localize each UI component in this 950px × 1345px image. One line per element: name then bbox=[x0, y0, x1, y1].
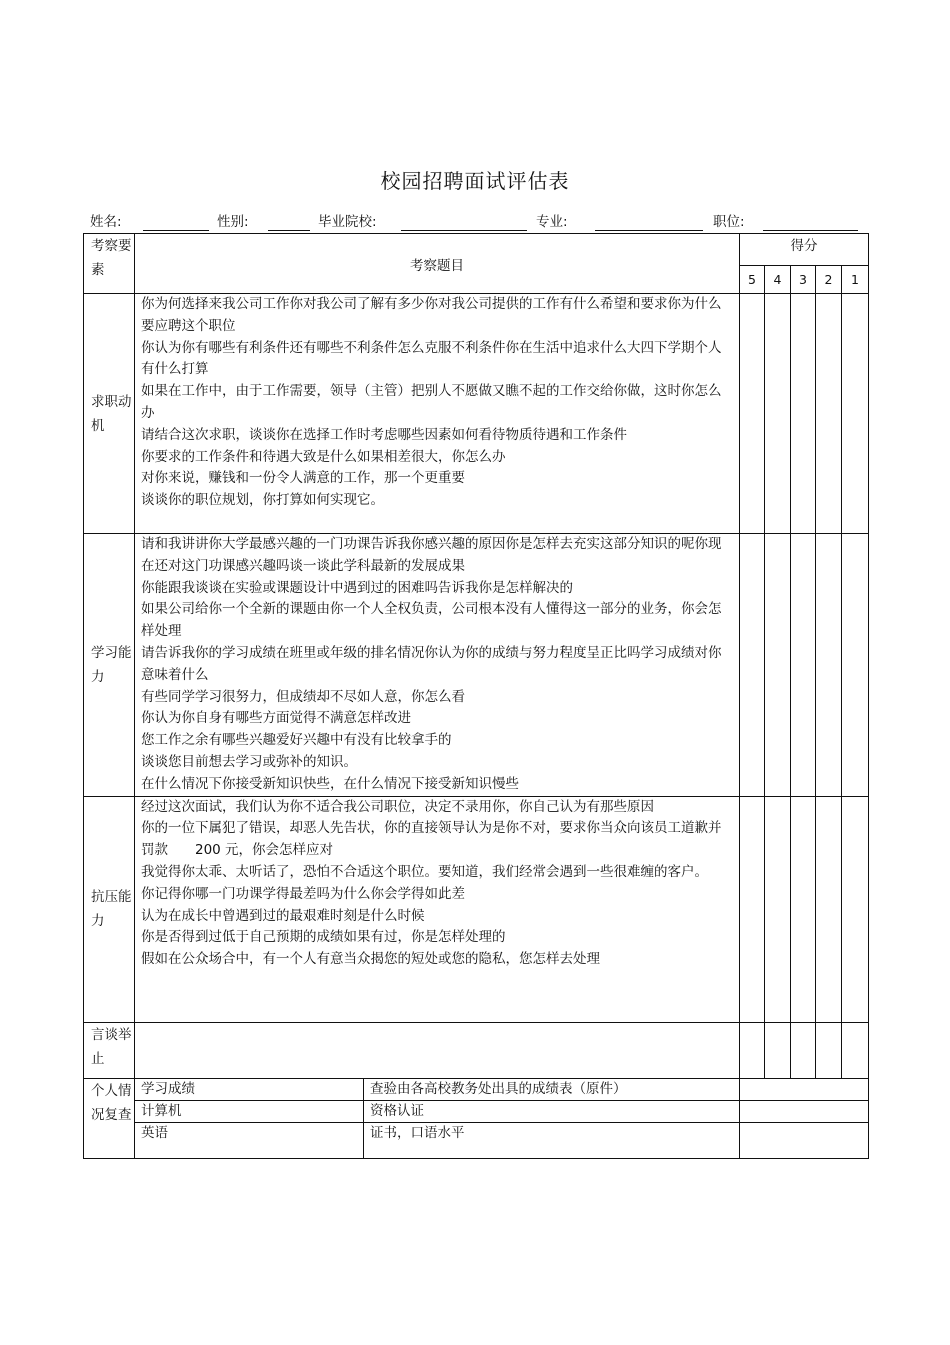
personal-score-cell[interactable] bbox=[740, 1122, 869, 1158]
category-manner: 言谈举止 bbox=[84, 1022, 135, 1078]
category-stress: 抗压能力 bbox=[84, 796, 135, 1022]
evaluation-table bbox=[83, 233, 869, 1159]
score-cell[interactable] bbox=[842, 796, 869, 1022]
position-label: 职位: bbox=[713, 214, 745, 230]
personal-item: 计算机 bbox=[135, 1100, 364, 1122]
school-field[interactable] bbox=[401, 230, 527, 231]
category-learning: 学习能力 bbox=[84, 534, 135, 797]
score-cell[interactable] bbox=[765, 796, 791, 1022]
question: 有些同学学习很努力，但成绩却不尽如人意，你怎么看 bbox=[141, 688, 465, 705]
questions-stress bbox=[135, 796, 740, 1022]
score-cell[interactable] bbox=[765, 1022, 791, 1078]
category-motivation: 求职动机 bbox=[84, 294, 135, 534]
header-score: 得分 bbox=[740, 234, 869, 266]
question: 如果在工作中，由于工作需要，领导（主管）把别人不愿做又瞧不起的工作交给你做，这时你怎么办 bbox=[141, 383, 722, 421]
school-label: 毕业院校: bbox=[318, 214, 377, 230]
question: 你的一位下属犯了错误，却恶人先告状，你的直接领导认为是你不对，要求你当众向该员工道歉并罚款 200 元，你会怎样应对 bbox=[141, 820, 722, 859]
position-field[interactable] bbox=[763, 230, 858, 231]
major-field[interactable] bbox=[595, 230, 703, 231]
header-category: 考察要素 bbox=[84, 234, 135, 294]
question: 在什么情况下你接受新知识快些，在什么情况下接受新知识慢些 bbox=[141, 775, 519, 792]
score-level-4: 4 bbox=[765, 266, 791, 294]
score-level-5: 5 bbox=[740, 266, 765, 294]
personal-method: 资格认证 bbox=[364, 1100, 740, 1122]
header-questions: 考察题目 bbox=[135, 234, 740, 294]
personal-score-cell[interactable] bbox=[740, 1078, 869, 1100]
score-cell[interactable] bbox=[842, 294, 869, 534]
personal-item: 学习成绩 bbox=[135, 1078, 364, 1100]
question: 假如在公众场合中，有一个人有意当众揭您的短处或您的隐私，您怎样去处理 bbox=[141, 951, 600, 968]
questions-manner bbox=[135, 1022, 740, 1078]
question: 谈谈你的职位规划，你打算如何实现它。 bbox=[141, 492, 384, 509]
question: 如果公司给你一个全新的课题由你一个人全权负责，公司根本没有人懂得这一部分的业务，你会怎样处理 bbox=[141, 601, 722, 640]
question: 您工作之余有哪些兴趣爱好兴趣中有没有比较拿手的 bbox=[141, 732, 452, 749]
question: 请告诉我你的学习成绩在班里或年级的排名情况你认为你的成绩与努力程度呈正比吗学习成绩对你意味着什么 bbox=[141, 644, 722, 683]
score-cell[interactable] bbox=[816, 1022, 842, 1078]
question: 你为何选择来我公司工作你对我公司了解有多少你对我公司提供的工作有什么希望和要求你为什么要应聘这个职位 bbox=[141, 296, 722, 334]
gender-label: 性别: bbox=[217, 214, 249, 230]
personal-score-cell[interactable] bbox=[740, 1100, 869, 1122]
name-field[interactable] bbox=[143, 230, 209, 231]
question: 请结合这次求职，谈谈你在选择工作时考虑哪些因素如何看待物质待遇和工作条件 bbox=[141, 426, 627, 443]
personal-method: 证书，口语水平 bbox=[364, 1122, 740, 1158]
score-cell[interactable] bbox=[791, 1022, 816, 1078]
question: 你认为你自身有哪些方面觉得不满意怎样改进 bbox=[141, 710, 411, 727]
score-cell[interactable] bbox=[791, 534, 816, 797]
score-cell[interactable] bbox=[816, 534, 842, 797]
score-cell[interactable] bbox=[740, 796, 765, 1022]
score-cell[interactable] bbox=[765, 294, 791, 534]
question: 我觉得你太乖、太听话了，恐怕不合适这个职位。要知道，我们经常会遇到一些很难缠的客户。 bbox=[141, 863, 708, 880]
personal-method: 查验由各高校教务处出具的成绩表（原件） bbox=[364, 1078, 740, 1100]
question: 你能跟我谈谈在实验或课题设计中遇到过的困难吗告诉我你是怎样解决的 bbox=[141, 579, 573, 596]
name-label: 姓名: bbox=[90, 214, 122, 230]
score-cell[interactable] bbox=[842, 1022, 869, 1078]
question: 对你来说，赚钱和一份令人满意的工作，那一个更重要 bbox=[141, 470, 465, 487]
score-cell[interactable] bbox=[740, 294, 765, 534]
score-cell[interactable] bbox=[791, 294, 816, 534]
question: 你是否得到过低于自己预期的成绩如果有过，你是怎样处理的 bbox=[141, 929, 506, 946]
score-cell[interactable] bbox=[740, 1022, 765, 1078]
category-personal: 个人情况复查 bbox=[84, 1078, 135, 1158]
questions-learning bbox=[135, 534, 740, 797]
gender-field[interactable] bbox=[268, 230, 310, 231]
question: 请和我讲讲你大学最感兴趣的一门功课告诉我你感兴趣的原因你是怎样去充实这部分知识的呢你现在还对这门功课感兴趣吗谈一谈此学科最新的发展成果 bbox=[141, 536, 722, 574]
question: 认为在成长中曾遇到过的最艰难时刻是什么时候 bbox=[141, 907, 425, 924]
question: 谈谈您目前想去学习或弥补的知识。 bbox=[141, 753, 357, 770]
questions-motivation bbox=[135, 294, 740, 534]
question: 经过这次面试，我们认为你不适合我公司职位，决定不录用你，你自己认为有那些原因 bbox=[141, 798, 654, 815]
question: 你要求的工作条件和待遇大致是什么如果相差很大，你怎么办 bbox=[141, 448, 506, 465]
score-level-2: 2 bbox=[816, 266, 842, 294]
major-label: 专业: bbox=[536, 214, 568, 230]
score-cell[interactable] bbox=[740, 534, 765, 797]
score-level-1: 1 bbox=[842, 266, 869, 294]
personal-item: 英语 bbox=[135, 1122, 364, 1158]
page-title: 校园招聘面试评估表 bbox=[380, 169, 570, 193]
score-cell[interactable] bbox=[765, 534, 791, 797]
score-level-3: 3 bbox=[791, 266, 816, 294]
score-cell[interactable] bbox=[791, 796, 816, 1022]
score-cell[interactable] bbox=[816, 294, 842, 534]
score-cell[interactable] bbox=[816, 796, 842, 1022]
question: 你认为你有哪些有利条件还有哪些不利条件怎么克服不利条件你在生活中追求什么大四下学期个人有什么打算 bbox=[141, 339, 722, 378]
score-cell[interactable] bbox=[842, 534, 869, 797]
question: 你记得你哪一门功课学得最差吗为什么你会学得如此差 bbox=[141, 885, 465, 902]
